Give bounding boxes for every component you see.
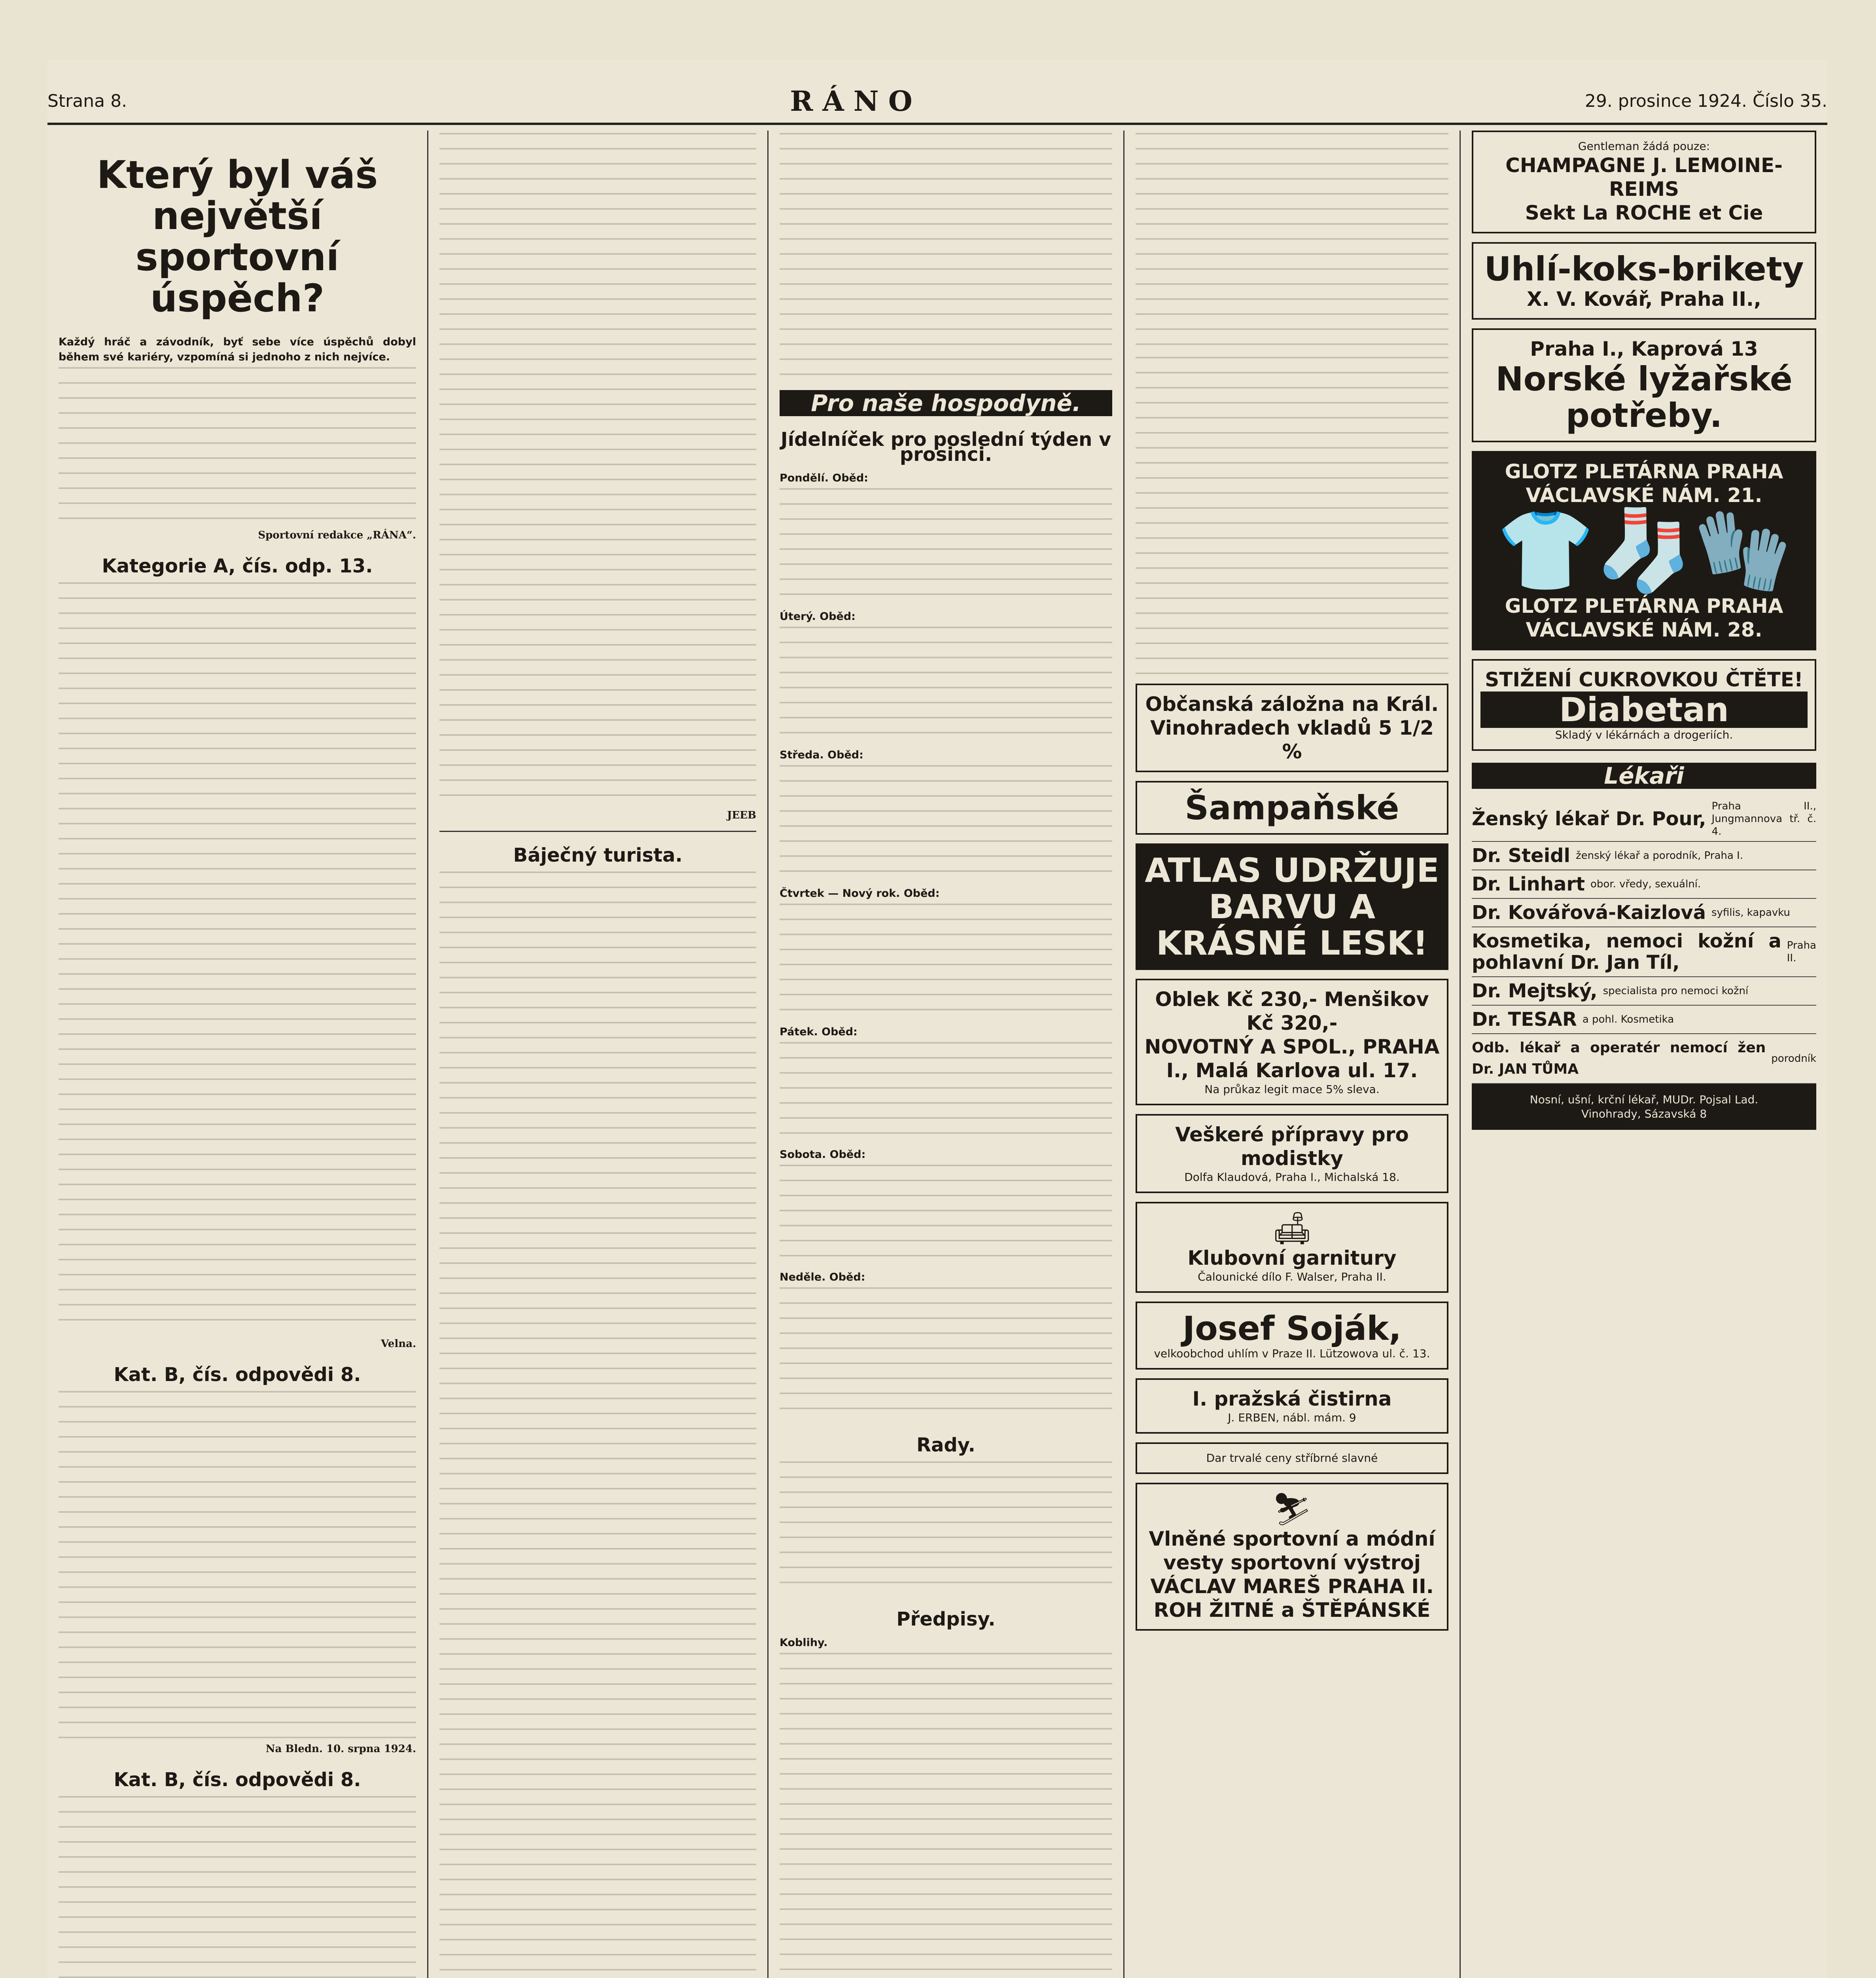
ad-text: I. pražská čistirna: [1192, 1387, 1392, 1410]
text-block: [780, 1653, 1112, 1978]
sport-intro: Každý hráč a závodník, byť sebe více úspěchů dobyl během své kariéry, vzpomíná si jednoho z nich nejvíce.: [59, 336, 416, 363]
doctor-info: specialista pro nemoci kožní: [1603, 985, 1749, 997]
menu-title: Jídelníček pro poslední týden v prosinci.: [780, 428, 1111, 466]
ad-atlas: [1136, 843, 1448, 970]
text-block: [780, 133, 1112, 378]
ad-text: Dar trvalé ceny stříbrné slavné: [1206, 1451, 1378, 1465]
doctor-name: Odb. lékař a operatér nemocí žen Dr. JAN TŮMA: [1472, 1040, 1766, 1077]
knitwear-icon: 👕🧦🧤: [1496, 504, 1792, 597]
ad-text: Norské lyžařské potřeby.: [1495, 360, 1793, 435]
doctor-name: Dr. TESAR: [1472, 1008, 1577, 1031]
ad-text: Dolfa Klaudová, Praha I., Michalská 18.: [1184, 1171, 1400, 1184]
ad-text: Vlněné sportovní a módní vesty sportovní výstroj VÁCLAV MAREŠ PRAHA II. ROH ŽITNÉ a ŠTĚPÁNSKÉ: [1149, 1527, 1435, 1622]
column-ads-right: [1460, 131, 1827, 1978]
ad-text: Sekt La ROCHE et Cie: [1525, 201, 1763, 224]
ad-text: Na průkaz legit mace 5% sleva.: [1204, 1083, 1380, 1096]
ad-text: Skladý v lékárnách a drogeriích.: [1555, 728, 1733, 741]
section-title: Kat. B, čís. odpovědi 8.: [114, 1364, 361, 1386]
ad-pradlo: [1136, 1442, 1448, 1474]
doctor-name: Dr. Kovářová-Kaizlová: [1472, 902, 1706, 924]
doctor-listing: [1472, 1034, 1816, 1084]
doctor-name: Ženský lékař Dr. Pour,: [1472, 808, 1706, 830]
text-block: [439, 872, 756, 1978]
page-header: [47, 79, 1827, 125]
menu-day: Sobota. Oběd:: [780, 1148, 866, 1161]
masthead: RÁNO: [790, 84, 922, 117]
menu-day: Pátek. Oběd:: [780, 1026, 858, 1038]
doctor-info: obor. vředy, sexuální.: [1590, 878, 1701, 890]
doctor-listing: [1472, 977, 1816, 1006]
text-block: [780, 1461, 1112, 1596]
ad-text: Uhlí-koks-brikety: [1484, 250, 1804, 288]
ad-sulc: [1472, 328, 1816, 442]
menu-day: Neděle. Oběd:: [780, 1271, 865, 1283]
text-block: [780, 1165, 1112, 1268]
doctor-info: porodník: [1771, 1053, 1816, 1065]
household-banner: Pro naše hospodyně.: [780, 390, 1112, 416]
doctor-listing: [1472, 927, 1816, 977]
column-story: [427, 131, 767, 1978]
doctor-info: Praha II.: [1787, 940, 1816, 964]
ad-glotz: [1472, 451, 1816, 650]
doctor-name: Dr. Steidl: [1472, 845, 1570, 867]
doctor-info: syfilis, kapavku: [1711, 907, 1790, 919]
doctor-info: Praha II., Jungmannova tř. č. 4.: [1711, 800, 1816, 837]
ad-sampanske: [1136, 781, 1448, 835]
doctor-info: a pohl. Kosmetika: [1582, 1014, 1674, 1025]
ad-mares: [1136, 1483, 1448, 1631]
column-ads-left: [1123, 131, 1460, 1978]
text-block: [59, 367, 416, 525]
text-block: [59, 1796, 416, 1978]
text-block: [780, 765, 1112, 884]
skier-icon: ⛷: [1272, 1491, 1312, 1527]
ad-text: Občanská záložna na Král. Vinohradech vkladů 5 1/2 %: [1145, 693, 1439, 763]
recipe-title: Koblihy.: [780, 1637, 828, 1649]
tips-title: Rady.: [916, 1434, 975, 1456]
text-block: [59, 582, 416, 1334]
ad-text: NOVOTNÝ A SPOL., PRAHA I., Malá Karlova ul. 17.: [1144, 1035, 1440, 1082]
text-block: [780, 488, 1112, 607]
ad-text: Klubovní garnitury: [1187, 1247, 1397, 1269]
ad-text: ATLAS UDRŽUJE BARVU A KRÁSNÉ LESK!: [1145, 851, 1439, 962]
text-block: [780, 1042, 1112, 1145]
ad-text: X. V. Kovář, Praha II.,: [1527, 288, 1761, 311]
text-block: [1136, 357, 1448, 681]
ad-cistirna: [1136, 1378, 1448, 1434]
doctor-name: Dr. Mejtský,: [1472, 980, 1598, 1002]
ad-novotny: [1136, 979, 1448, 1105]
doctors-banner: Lékaři: [1472, 763, 1816, 789]
ad-text: Veškeré přípravy pro modistky: [1175, 1123, 1409, 1170]
text-block: [780, 904, 1112, 1022]
text-block: [59, 1391, 416, 1739]
text-block: [439, 133, 756, 805]
ad-walser: [1136, 1202, 1448, 1293]
ad-text: Šampaňské: [1185, 788, 1399, 827]
ad-text: GLOTZ PLETÁRNA PRAHA VÁCLAVSKÉ NÁM. 28.: [1505, 595, 1783, 641]
section-signature: Velna.: [381, 1338, 416, 1350]
ad-text: Vinohrady, Sázavská 8: [1581, 1107, 1707, 1120]
armchair-icon: 🛋: [1272, 1210, 1312, 1247]
column-sport: [47, 131, 427, 1978]
text-block: [780, 627, 1112, 745]
section-title: Kategorie A, čís. odp. 13.: [102, 555, 373, 577]
doctor-listing: [1472, 1006, 1816, 1034]
ad-text: J. ERBEN, nábl. mám. 9: [1228, 1411, 1356, 1424]
ad-text: Diabetan: [1480, 692, 1808, 728]
divider: [439, 831, 756, 832]
ad-text: STIŽENÍ CUKROVKOU ČTĚTE!: [1485, 668, 1803, 691]
ad-sojak: [1136, 1302, 1448, 1370]
menu-day: Úterý. Oběd:: [780, 610, 856, 623]
ad-text: Josef Soják,: [1182, 1309, 1402, 1348]
ad-text: Oblek Kč 230,- Menšikov Kč 320,-: [1155, 988, 1429, 1034]
doctor-name: Kosmetika, nemoci kožní a pohlavní Dr. Jan Tíl,: [1472, 930, 1781, 974]
intro-signature: Sportovní redakce „RÁNA“.: [258, 529, 416, 541]
ad-modistky: [1136, 1114, 1448, 1193]
ad-text: Čalounické dílo F. Walser, Praha II.: [1198, 1270, 1386, 1283]
ad-text: Gentleman žádá pouze:: [1578, 140, 1710, 153]
doctor-listing: [1472, 870, 1816, 899]
ad-text: Nosní, ušní, krční lékař, MUDr. Pojsal Lad.: [1530, 1093, 1759, 1106]
text-block: [780, 1287, 1112, 1422]
ad-text: velkoobchod uhlím v Praze II. Lützowova ul. č. 13.: [1154, 1347, 1430, 1360]
issue-date: 29. prosince 1924. Číslo 35.: [1584, 91, 1827, 111]
doctor-listing: [1472, 797, 1816, 842]
section-date: Na Bledn. 10. srpna 1924.: [265, 1743, 416, 1755]
page-number: Strana 8.: [47, 91, 127, 111]
text-block: [1136, 133, 1448, 354]
sport-headline: Který byl váš největší sportovní úspěch?: [97, 153, 378, 320]
story-signature: JEEB: [727, 809, 756, 821]
ad-obcanska-zalozna: [1136, 684, 1448, 772]
ad-text: GLOTZ PLETÁRNA PRAHA VÁCLAVSKÉ NÁM. 21.: [1505, 460, 1783, 507]
ad-diabetan: [1472, 659, 1816, 751]
column-household: [767, 131, 1123, 1978]
section-title: Kat. B, čís. odpovědi 8.: [114, 1769, 361, 1791]
ad-koks: [1472, 242, 1816, 320]
doctor-name: Dr. Linhart: [1472, 873, 1585, 895]
ad-nosni-lekar: [1472, 1084, 1816, 1130]
story-title: Báječný turista.: [513, 844, 683, 866]
menu-day: Čtvrtek — Nový rok. Oběd:: [780, 887, 940, 900]
ad-text: Praha I., Kaprová 13: [1530, 337, 1758, 360]
menu-day: Pondělí. Oběd:: [780, 472, 869, 484]
ad-champagne: [1472, 131, 1816, 233]
ad-text: CHAMPAGNE J. LEMOINE-REIMS: [1505, 154, 1783, 201]
recipes-title: Předpisy.: [896, 1608, 996, 1630]
doctor-listing: [1472, 842, 1816, 870]
menu-day: Středa. Oběd:: [780, 749, 863, 761]
doctor-info: ženský lékař a porodník, Praha I.: [1575, 850, 1743, 862]
doctor-listing: [1472, 899, 1816, 927]
